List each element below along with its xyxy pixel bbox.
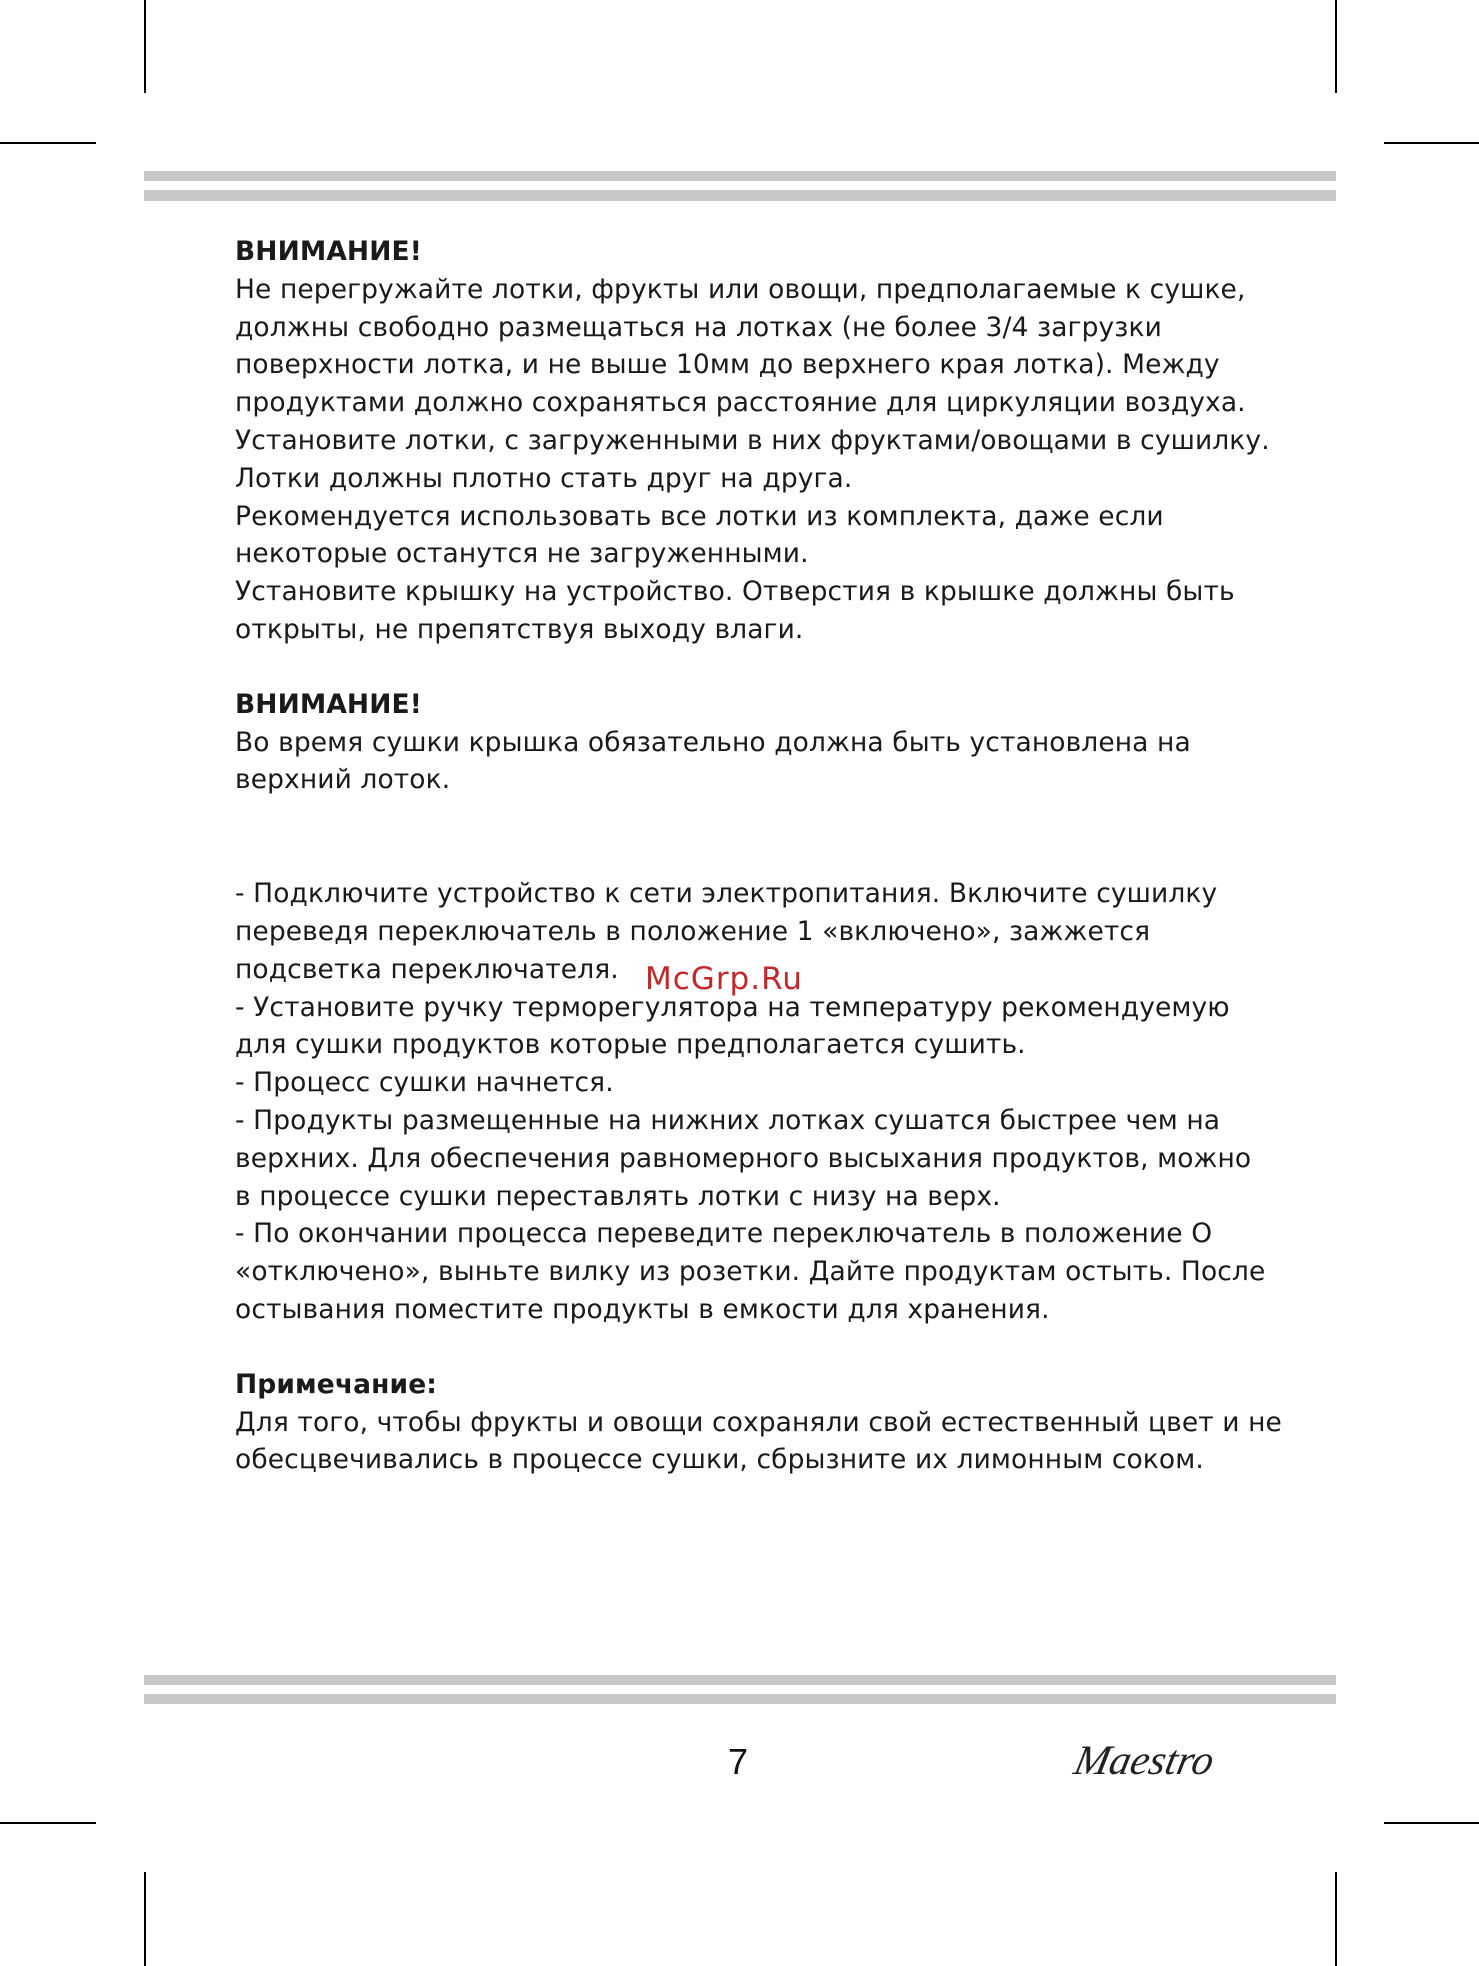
note-heading: Примечание: [235, 1368, 437, 1400]
step-line: - Процесс сушки начнется. [235, 1067, 614, 1099]
step-line: - Подключите устройство к сети электропитания. Включите сушилку [235, 878, 1218, 910]
crop-mark [144, 1872, 146, 1966]
page-content [235, 233, 1315, 1479]
note-section [235, 1366, 1315, 1479]
step-line: - Продукты размещенные на нижних лотках сушатся быстрее чем на [235, 1104, 1221, 1136]
warning-heading: ВНИМАНИЕ! [235, 236, 422, 267]
text-line: должны свободно размещаться на лотках (не более 3/4 загрузки [235, 311, 1162, 343]
operation-steps [235, 875, 1315, 1329]
crop-mark [1335, 0, 1337, 93]
crop-mark [0, 142, 96, 144]
step-line: для сушки продуктов которые предполагается сушить. [235, 1029, 1026, 1061]
step-line: - По окончании процесса переведите переключатель в положение О [235, 1218, 1213, 1250]
footer-band-top [144, 1675, 1336, 1685]
text-line: обесцвечивались в процессе сушки, сбрызните их лимонным соком. [235, 1444, 1204, 1476]
warning-section [235, 233, 1315, 649]
step-line: переведя переключатель в положение 1 «включено», зажжется [235, 915, 1151, 947]
crop-mark [1384, 1822, 1479, 1824]
footer-band-bottom [144, 1694, 1336, 1704]
warning-heading: ВНИМАНИЕ! [235, 688, 422, 720]
crop-mark [0, 1822, 96, 1824]
text-line: Не перегружайте лотки, фрукты или овощи, предполагаемые к сушке, [235, 273, 1246, 305]
header-band-top [144, 171, 1336, 181]
text-line: открыты, не препятствуя выходу влаги. [235, 613, 804, 645]
header-band-bottom [144, 190, 1336, 201]
step-line: - Установите ручку терморегулятора на температуру рекомендуемую [235, 991, 1230, 1023]
step-line: остывания поместите продукты в емкости для хранения. [235, 1293, 1050, 1325]
lid-warning-section [235, 686, 1315, 799]
text-line: Во время сушки крышка обязательно должна быть установлена на [235, 726, 1191, 758]
text-line: Установите лотки, с загруженными в них фруктами/овощами в сушилку. [235, 424, 1270, 456]
text-line: некоторые останутся не загруженными. [235, 538, 809, 570]
watermark-text: McGrp.Ru [645, 961, 803, 997]
crop-mark [144, 0, 146, 93]
text-line: Установите крышку на устройство. Отверстия в крышке должны быть [235, 576, 1235, 608]
crop-mark [1335, 1872, 1337, 1966]
svg-text:Maestro: Maestro [1070, 1737, 1219, 1784]
text-line: Лотки должны плотно стать друг на друга. [235, 462, 853, 494]
step-line: верхних. Для обеспечения равномерного высыхания продуктов, можно [235, 1142, 1252, 1174]
step-line: в процессе сушки переставлять лотки с низу на верх. [235, 1180, 1001, 1212]
text-line: верхний лоток. [235, 764, 451, 796]
step-line: подсветка переключателя. [235, 953, 619, 985]
text-line: продуктами должно сохраняться расстояние для циркуляции воздуха. [235, 387, 1246, 419]
text-line: поверхности лотка, и не выше 10мм до верхнего края лотка). Между [235, 349, 1220, 381]
text-line: Рекомендуется использовать все лотки из комплекта, даже если [235, 500, 1164, 532]
page-number: 7 [728, 1741, 749, 1782]
maestro-logo-icon [1068, 1728, 1248, 1788]
crop-mark [1384, 142, 1479, 144]
text-line: Для того, чтобы фрукты и овощи сохраняли свой естественный цвет и не [235, 1406, 1282, 1438]
step-line: «отключено», выньте вилку из розетки. Дайте продуктам остыть. После [235, 1256, 1266, 1288]
